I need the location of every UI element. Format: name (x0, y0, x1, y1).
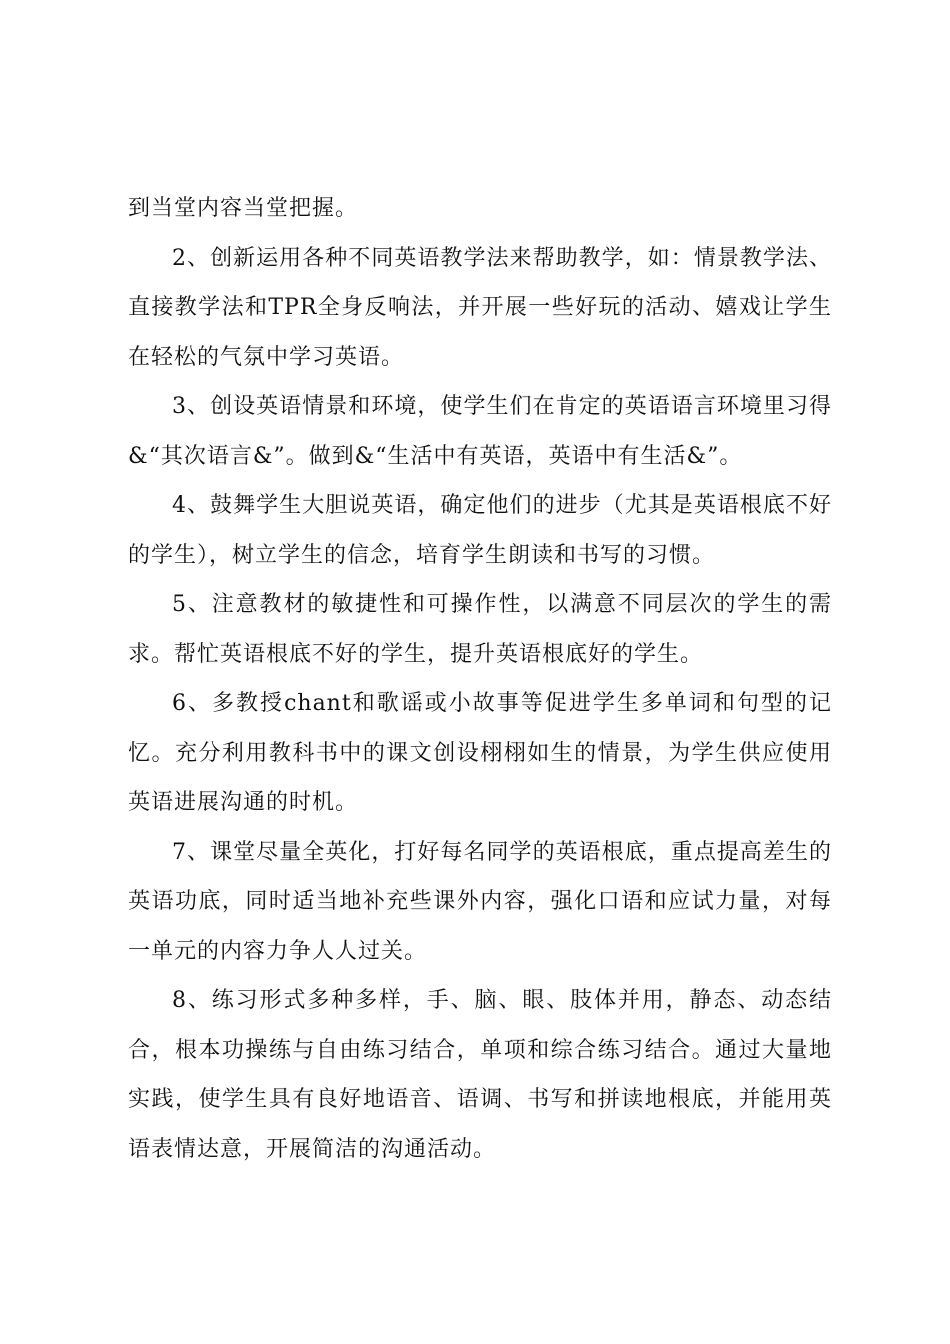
paragraph-item-7: 7、课堂尽量全英化，打好每名同学的英语根底，重点提高差生的英语功底，同时适当地补充些课外内容，强化口语和应试力量，对每一单元的内容力争人人过关。 (128, 839, 832, 964)
paragraph-item-3: 3、创设英语情景和环境，使学生们在肯定的英语语言环境里习得&“其次语言&”。做到&“生活中有英语，英语中有生活&”。 (128, 394, 832, 469)
paragraph-item-8: 8、练习形式多种多样，手、脑、眼、肢体并用，静态、动态结合，根本功操练与自由练习结合，单项和综合练习结合。通过大量地实践，使学生具有良好地语音、语调、书写和拼读地根底，并能用英语表情达意，开展简洁的沟通活动。 (128, 988, 832, 1162)
document-body (128, 184, 832, 1174)
paragraph-continuation: 到当堂内容当堂把握。 (128, 196, 359, 221)
paragraph-item-4: 4、鼓舞学生大胆说英语，确定他们的进步（尤其是英语根底不好的学生），树立学生的信念，培育学生朗读和书写的习惯。 (128, 493, 832, 568)
paragraph-item-6: 6、多教授chant和歌谣或小故事等促进学生多单词和句型的记忆。充分利用教科书中的课文创设栩栩如生的情景，为学生供应使用英语进展沟通的时机。 (128, 691, 832, 815)
paragraph-item-2: 2、创新运用各种不同英语教学法来帮助教学，如：情景教学法、直接教学法和TPR全身反响法，并开展一些好玩的活动、嬉戏让学生在轻松的气氛中学习英语。 (128, 245, 832, 370)
paragraph-item-5: 5、注意教材的敏捷性和可操作性，以满意不同层次的学生的需求。帮忙英语根底不好的学生，提升英语根底好的学生。 (128, 592, 832, 667)
